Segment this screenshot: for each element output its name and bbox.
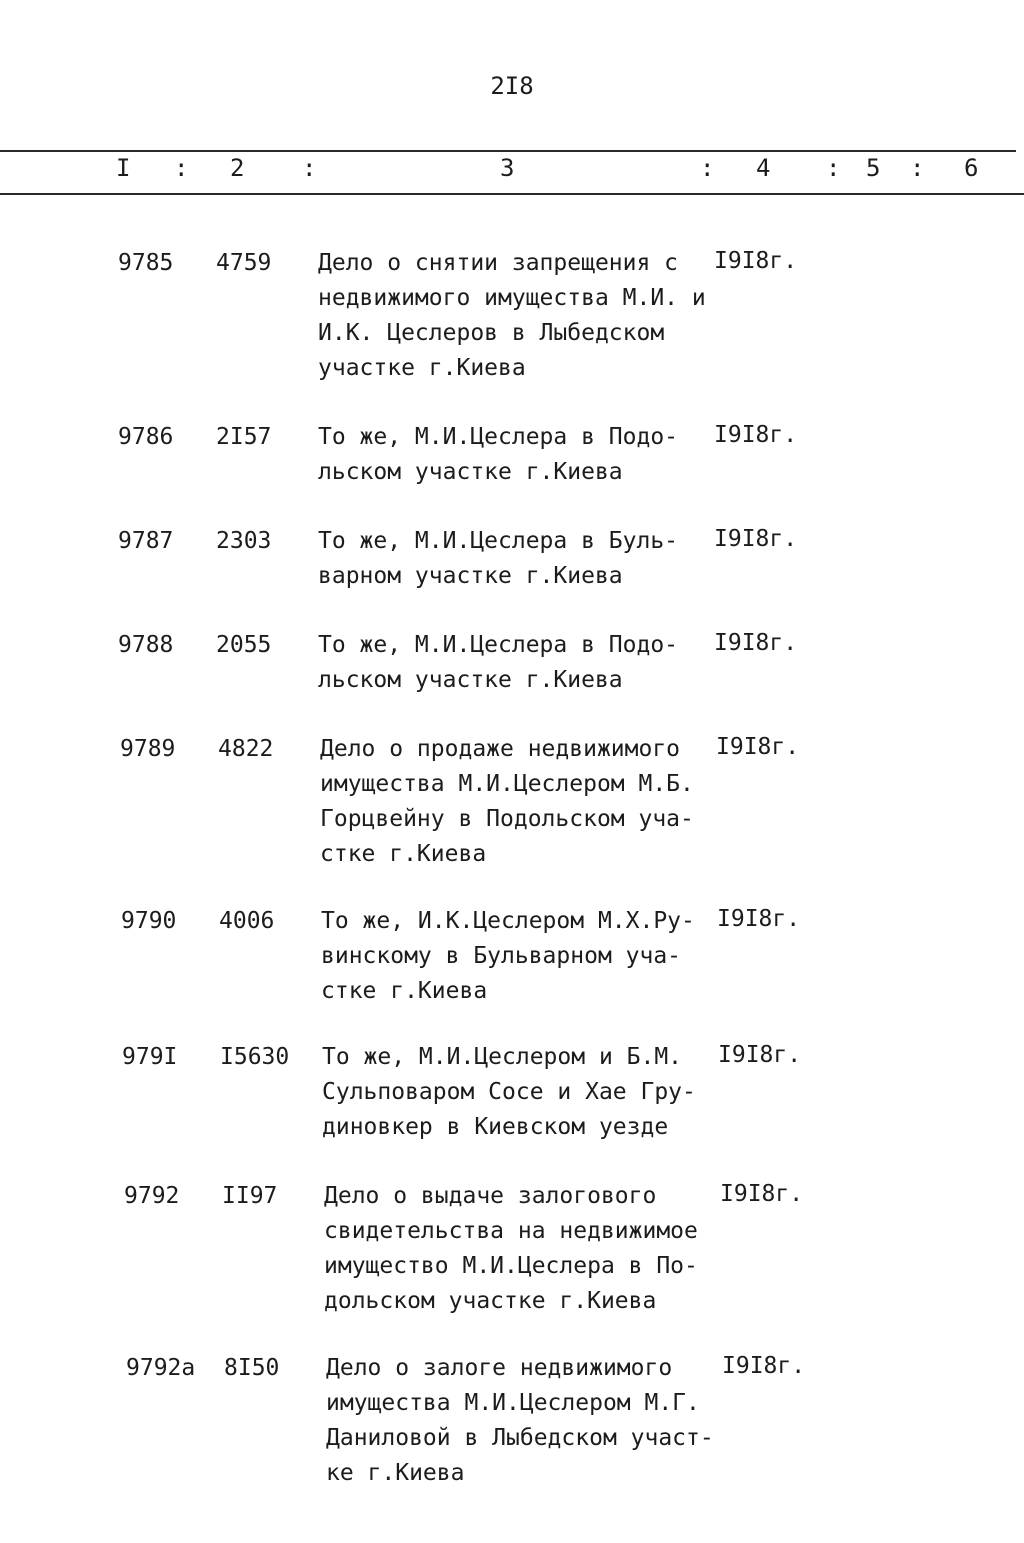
entry-title-line: То же, И.К.Цеслером М.Х.Ру- [321,908,695,934]
entry-title-line: льском участке г.Киева [318,667,623,693]
entry-year: I9I8г. [714,422,798,448]
entry-title-line: Сульповаром Сосе и Хае Гру- [322,1079,696,1105]
entry-title [318,420,718,490]
entry-title-line: Дело о снятии запрещения с [318,250,679,276]
entry-title-line: варном участке г.Киева [318,563,623,589]
column-separator: : [910,154,925,182]
column-header-5: 5 [866,154,881,182]
entry-old-number: 4759 [216,250,272,276]
entry-year: I9I8г. [718,1042,802,1068]
entry-old-number: I5630 [220,1044,290,1070]
column-header-3: 3 [500,154,515,182]
header-rule-bottom [0,193,1024,195]
entry-title-line: свидетельства на недвижимое [324,1218,698,1244]
entry-title-line: И.К. Цеслеров в Лыбедском [318,320,665,346]
entry-number: 9787 [118,528,174,554]
entry-title-line: Дело о залоге недвижимого [326,1355,673,1381]
entry-old-number: 2303 [216,528,272,554]
entry-title-line: Дело о продаже недвижимого [320,736,681,762]
entry-title [322,1040,722,1145]
column-header-2: 2 [230,154,245,182]
entry-number: 9792а [126,1355,196,1381]
column-separator: : [700,154,715,182]
entry-title-line: недвижимого имущества М.И. и [318,285,706,311]
entry-old-number: 2055 [216,632,272,658]
entry-title-line: То же, М.И.Цеслером и Б.М. [322,1044,683,1070]
page-number: 2I8 [490,72,534,100]
entry-title [321,904,721,1009]
entry-title-line: участке г.Киева [318,355,526,381]
entry-title-line: имущества М.И.Цеслером М.Б. [320,771,694,797]
entry-year: I9I8г. [720,1181,804,1207]
entry-title-line: льском участке г.Киева [318,459,623,485]
entry-number: 9792 [124,1183,180,1209]
entry-title-line: Даниловой в Лыбедском участ- [326,1425,714,1451]
entry-title [320,732,720,872]
entry-title-line: диновкер в Киевском уезде [322,1114,669,1140]
entry-title-line: стке г.Киева [321,978,488,1004]
entry-old-number: II97 [222,1183,278,1209]
column-separator: : [174,154,189,182]
entry-year: I9I8г. [722,1353,806,1379]
entry-year: I9I8г. [714,526,798,552]
entry-year: I9I8г. [714,630,798,656]
entry-number: 9786 [118,424,174,450]
entry-title-line: Горцвейну в Подольском уча- [320,806,694,832]
entry-number: 9788 [118,632,174,658]
column-separator: : [826,154,841,182]
entry-number: 9785 [118,250,174,276]
entry-title [326,1351,726,1491]
entry-number: 9789 [120,736,176,762]
entry-old-number: 2I57 [216,424,272,450]
entry-title-line: То же, М.И.Цеслера в Подо- [318,632,679,658]
entry-number: 9790 [121,908,177,934]
entry-old-number: 8I50 [224,1355,280,1381]
column-header-4: 4 [756,154,771,182]
column-header-1: I [116,154,131,182]
entry-year: I9I8г. [714,248,798,274]
entry-number: 979I [122,1044,178,1070]
entry-year: I9I8г. [717,906,801,932]
column-separator: : [302,154,317,182]
entry-year: I9I8г. [716,734,800,760]
entry-old-number: 4822 [218,736,274,762]
entry-title-line: То же, М.И.Цеслера в Буль- [318,528,679,554]
entry-title-line: ке г.Киева [326,1460,465,1486]
entry-title [318,246,718,386]
entry-old-number: 4006 [219,908,275,934]
entry-title-line: имущества М.И.Цеслером М.Г. [326,1390,700,1416]
entry-title [324,1179,724,1319]
entry-title-line: винскому в Бульварном уча- [321,943,682,969]
entry-title-line: Дело о выдаче залогового [324,1183,657,1209]
entry-title-line: дольском участке г.Киева [324,1288,657,1314]
entry-title [318,524,718,594]
entry-title-line: стке г.Киева [320,841,487,867]
entry-title-line: То же, М.И.Цеслера в Подо- [318,424,679,450]
entry-title [318,628,718,698]
column-header-6: 6 [964,154,979,182]
entry-title-line: имущество М.И.Цеслера в По- [324,1253,698,1279]
header-rule-top [0,150,1016,152]
